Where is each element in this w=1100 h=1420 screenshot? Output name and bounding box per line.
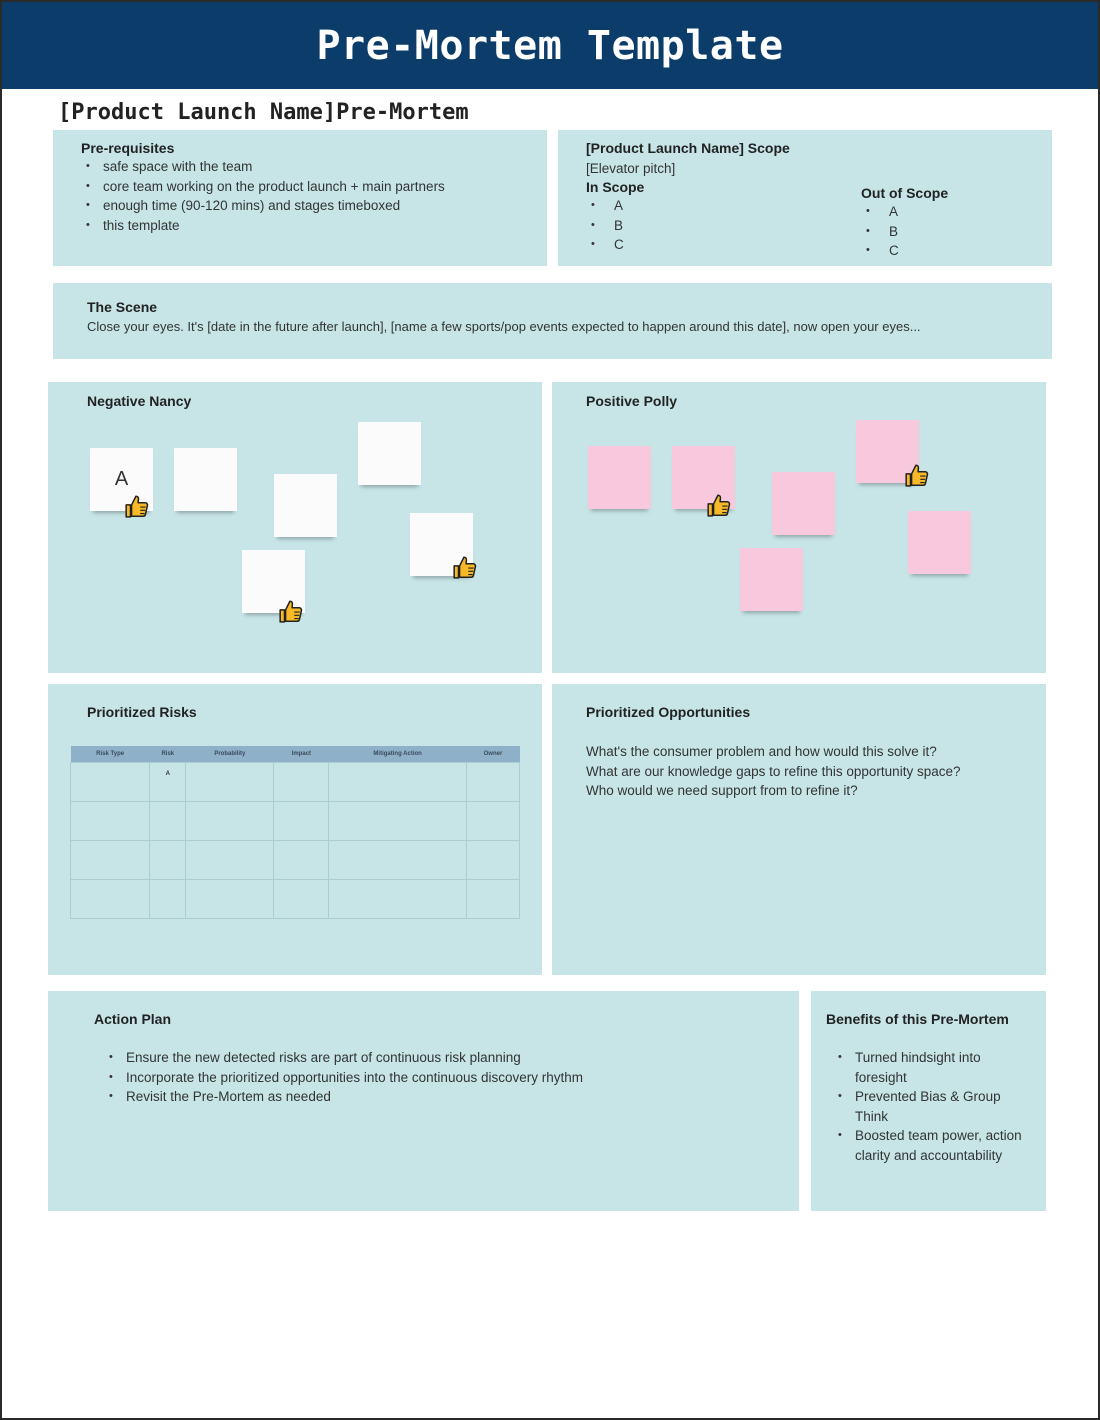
in-scope-list — [586, 196, 644, 255]
prioritized-opportunities-panel — [552, 684, 1046, 975]
list-item: • C — [586, 235, 644, 255]
table-cell[interactable] — [71, 801, 150, 840]
list-item: • safe space with the team — [81, 157, 547, 177]
list-item: • enough time (90-120 mins) and stages timeboxed — [81, 196, 547, 216]
negative-nancy-heading: Negative Nancy — [87, 393, 192, 409]
scene-heading: The Scene — [87, 299, 158, 315]
list-item: • Boosted team power, action clarity and accountability — [833, 1126, 1043, 1165]
negative-nancy-panel — [48, 382, 542, 673]
opportunity-question: What's the consumer problem and how would this solve it? — [586, 744, 937, 759]
action-plan-heading: Action Plan — [94, 1011, 172, 1027]
thumbs-up-icon[interactable] — [904, 462, 930, 488]
table-cell[interactable] — [150, 879, 186, 918]
table-row — [71, 801, 520, 840]
sticky-note[interactable] — [908, 511, 971, 574]
table-cell[interactable] — [71, 762, 150, 801]
list-item: • B — [861, 222, 948, 242]
table-cell[interactable] — [274, 801, 329, 840]
document-title[interactable]: [Product Launch Name]Pre-Mortem — [58, 100, 469, 125]
table-cell[interactable] — [186, 879, 274, 918]
opportunity-question: Who would we need support from to refine it? — [586, 783, 858, 799]
table-header-row — [71, 746, 520, 762]
thumbs-up-icon[interactable] — [124, 493, 150, 519]
page-title: Pre-Mortem Template — [316, 22, 784, 69]
action-plan-panel — [48, 991, 799, 1211]
table-cell[interactable] — [329, 762, 467, 801]
sticky-note[interactable] — [772, 472, 835, 535]
prerequisites-heading: Pre-requisites — [81, 140, 175, 156]
list-item: • core team working on the product launch + main partners — [81, 177, 547, 197]
table-cell[interactable] — [329, 879, 467, 918]
positive-polly-panel — [552, 382, 1046, 673]
prerequisites-panel — [53, 130, 547, 266]
scene-text[interactable]: Close your eyes. It's [date in the future after launch], [name a few sports/pop events expected to happen around this date], now open your eyes... — [87, 319, 921, 334]
list-item: • C — [861, 241, 948, 261]
table-cell[interactable] — [274, 762, 329, 801]
thumbs-up-icon[interactable] — [706, 492, 732, 518]
list-item: • A — [861, 202, 948, 222]
opportunity-question: What are our knowledge gaps to refine this opportunity space? — [586, 763, 961, 779]
table-cell[interactable] — [150, 801, 186, 840]
table-cell[interactable] — [71, 840, 150, 879]
page — [2, 2, 1098, 1418]
list-item: • this template — [81, 216, 547, 236]
sticky-note[interactable] — [174, 448, 237, 511]
in-scope-heading: In Scope — [586, 179, 645, 195]
out-of-scope-section — [861, 185, 948, 261]
prioritized-opportunities-heading: Prioritized Opportunities — [586, 704, 751, 720]
in-scope-section — [586, 179, 644, 255]
prioritized-risks-heading: Prioritized Risks — [87, 704, 197, 720]
sticky-note[interactable] — [358, 422, 421, 485]
opportunity-questions — [586, 742, 960, 801]
scope-heading: [Product Launch Name] Scope — [586, 140, 790, 156]
scene-panel — [53, 283, 1052, 359]
list-item: • B — [586, 216, 644, 236]
prerequisites-list — [81, 157, 547, 235]
table-cell[interactable] — [466, 840, 519, 879]
elevator-pitch[interactable]: [Elevator pitch] — [586, 161, 676, 176]
list-item: • Turned hindsight into foresight — [833, 1048, 1043, 1087]
table-cell[interactable] — [150, 840, 186, 879]
thumbs-up-icon[interactable] — [452, 554, 478, 580]
column-header: Probability — [186, 746, 274, 762]
list-item: • Incorporate the prioritized opportunities into the continuous discovery rhythm — [104, 1068, 583, 1088]
prioritized-risks-panel — [48, 684, 542, 975]
positive-polly-heading: Positive Polly — [586, 393, 678, 409]
list-item: • Revisit the Pre-Mortem as needed — [104, 1087, 583, 1107]
list-item: • Prevented Bias & Group Think — [833, 1087, 1043, 1126]
list-item: • A — [586, 196, 644, 216]
column-header: Impact — [274, 746, 329, 762]
sticky-note[interactable] — [588, 446, 651, 509]
benefits-heading: Benefits of this Pre-Mortem — [826, 1011, 1009, 1027]
benefits-panel — [811, 991, 1046, 1211]
risk-table — [70, 746, 520, 919]
scope-panel — [558, 130, 1052, 266]
out-of-scope-list — [861, 202, 948, 261]
sticky-note[interactable] — [274, 474, 337, 537]
header-banner — [2, 2, 1098, 89]
column-header: Mitigating Action — [329, 746, 467, 762]
table-cell[interactable] — [329, 840, 467, 879]
action-plan-list — [104, 1048, 583, 1107]
table-cell[interactable] — [186, 801, 274, 840]
table-cell[interactable] — [466, 762, 519, 801]
table-cell[interactable] — [466, 879, 519, 918]
column-header: Risk — [150, 746, 186, 762]
table-row — [71, 879, 520, 918]
thumbs-up-icon[interactable] — [278, 598, 304, 624]
table-row — [71, 840, 520, 879]
table-cell[interactable] — [186, 840, 274, 879]
table-cell[interactable] — [466, 801, 519, 840]
table-cell[interactable] — [186, 762, 274, 801]
table-cell[interactable] — [329, 801, 467, 840]
table-cell[interactable] — [71, 879, 150, 918]
table-row — [71, 762, 520, 801]
column-header: Owner — [466, 746, 519, 762]
sticky-note[interactable] — [740, 548, 803, 611]
sticky-note-text: A — [114, 468, 129, 490]
table-cell[interactable]: A — [150, 762, 186, 801]
table-cell[interactable] — [274, 879, 329, 918]
benefits-list — [833, 1048, 1043, 1166]
list-item: • Ensure the new detected risks are part of continuous risk planning — [104, 1048, 583, 1068]
out-of-scope-heading: Out of Scope — [861, 185, 949, 201]
table-cell[interactable] — [274, 840, 329, 879]
column-header: Risk Type — [71, 746, 150, 762]
